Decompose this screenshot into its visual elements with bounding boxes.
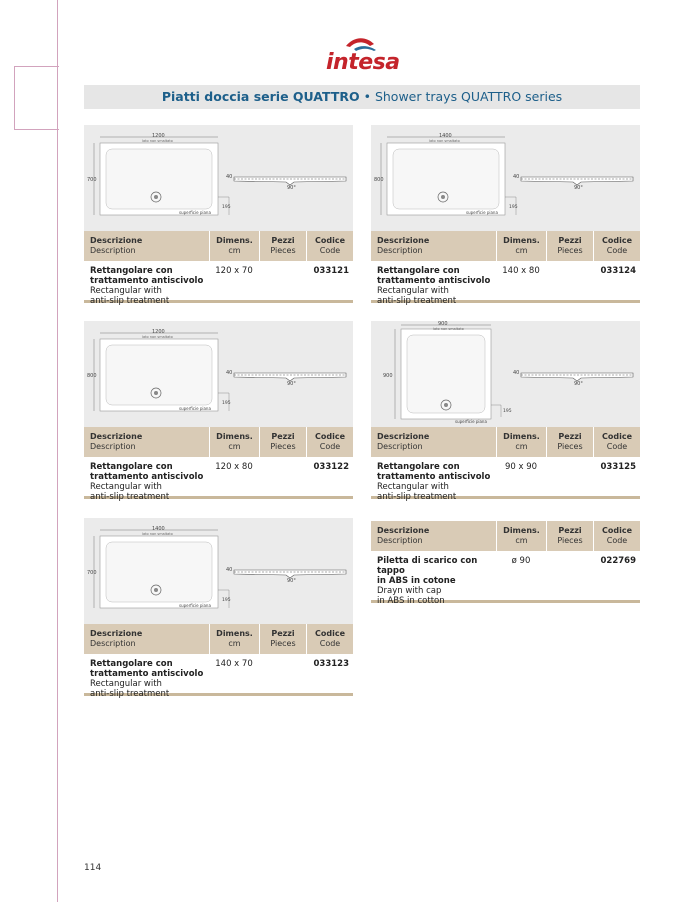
- product-code: 033123: [313, 659, 349, 669]
- header-description-en: Description: [377, 536, 423, 545]
- title-separator: •: [363, 89, 371, 104]
- header-pieces-it: Pezzi: [558, 526, 582, 535]
- drawing-surface-label: superficie piana: [455, 419, 487, 424]
- product-card: [371, 125, 640, 306]
- header-code-en: Code: [319, 639, 341, 648]
- technical-drawing: [84, 518, 353, 624]
- product-name-en-1: Rectangular with: [90, 679, 162, 689]
- product-name-it-1: Rettangolare con: [90, 462, 173, 472]
- shower-tray-drawing-icon: [84, 518, 353, 624]
- drawing-height-label: 700: [87, 177, 97, 183]
- drawing-depth-label: 40: [226, 370, 233, 376]
- header-code-en: Code: [606, 246, 628, 255]
- header-dimensions-it: Dimens.: [503, 236, 540, 245]
- page-guide-tab: [14, 66, 59, 130]
- product-card: [84, 321, 353, 502]
- product-dimensions: 140 x 80: [502, 266, 540, 276]
- product-name-en-2: anti-slip treatment: [377, 296, 457, 306]
- drawing-angle-label: 90°: [574, 185, 583, 191]
- accessory-name-en-2: in ABS in cotton: [377, 596, 445, 606]
- product-name-it-2: trattamento antiscivolo: [377, 276, 491, 286]
- table-header: [371, 231, 640, 261]
- product-pieces: [259, 659, 306, 693]
- header-dimensions-en: cm: [515, 442, 528, 451]
- product-name-it-2: trattamento antiscivolo: [90, 669, 204, 679]
- page-guide-line: [57, 0, 58, 902]
- header-description-en: Description: [90, 442, 136, 451]
- accessory-dimensions: ø 90: [511, 556, 531, 566]
- product-name-en-1: Rectangular with: [377, 482, 449, 492]
- header-description-it: Descrizione: [377, 432, 430, 441]
- header-description-it: Descrizione: [90, 236, 143, 245]
- drawing-height-label: 800: [87, 373, 97, 379]
- header-code-it: Codice: [601, 432, 632, 441]
- product-dimensions: 90 x 90: [504, 462, 538, 472]
- product-name-en-2: anti-slip treatment: [377, 492, 457, 502]
- product-name-en-2: anti-slip treatment: [90, 296, 170, 306]
- table-header: [84, 231, 353, 261]
- drawing-angle-label: 90°: [287, 578, 296, 584]
- shower-tray-drawing-icon: [371, 125, 640, 231]
- drawing-surface-label: superficie piana: [179, 210, 211, 215]
- drawing-height-label: 800: [374, 177, 384, 183]
- header-pieces-en: Pieces: [557, 246, 583, 255]
- drawing-height2-label: 195: [222, 205, 231, 210]
- drawing-note-label: lato non smaltato: [433, 327, 464, 331]
- table-header: [371, 521, 640, 551]
- product-name-it-2: trattamento antiscivolo: [90, 472, 204, 482]
- header-dimensions-it: Dimens.: [503, 432, 540, 441]
- drawing-height2-label: 195: [503, 409, 512, 414]
- table-row: [84, 261, 353, 306]
- header-dimensions-it: Dimens.: [503, 526, 540, 535]
- page-title: [84, 85, 640, 109]
- header-pieces-en: Pieces: [270, 442, 296, 451]
- table-row: [371, 457, 640, 502]
- product-name-en-1: Rectangular with: [377, 286, 449, 296]
- shower-tray-drawing-icon: [84, 321, 353, 427]
- header-pieces-it: Pezzi: [271, 432, 295, 441]
- product-dimensions: 120 x 80: [215, 462, 253, 472]
- drawing-surface-label: superficie piana: [466, 210, 498, 215]
- drawing-note-label: lato non smaltato: [142, 139, 173, 143]
- drawing-angle-label: 90°: [574, 381, 583, 387]
- product-name-it-2: trattamento antiscivolo: [90, 276, 204, 286]
- table-header: [84, 624, 353, 654]
- product-pieces: [259, 266, 306, 300]
- header-pieces-en: Pieces: [557, 442, 583, 451]
- header-dimensions-en: cm: [228, 639, 241, 648]
- product-card: [84, 125, 353, 306]
- accessory-name-en-1: Drayn with cap: [377, 586, 442, 596]
- header-description-it: Descrizione: [90, 629, 143, 638]
- drawing-depth-label: 40: [226, 567, 233, 573]
- accessory-pieces: [546, 556, 593, 600]
- header-pieces-it: Pezzi: [558, 236, 582, 245]
- table-row: [84, 457, 353, 502]
- table-header: [371, 427, 640, 457]
- accessory-code: 022769: [600, 556, 636, 566]
- page-number: 114: [84, 863, 102, 873]
- drawing-width-label: 1400: [439, 133, 452, 139]
- drawing-width-label: 1200: [152, 329, 165, 335]
- drawing-height2-label: 195: [222, 598, 231, 603]
- header-pieces-en: Pieces: [270, 246, 296, 255]
- drawing-surface-label: superficie piana: [179, 406, 211, 411]
- table-row: [84, 654, 353, 699]
- header-pieces-en: Pieces: [270, 639, 296, 648]
- product-name-en-2: anti-slip treatment: [90, 492, 170, 502]
- product-name-en-1: Rectangular with: [90, 482, 162, 492]
- product-name-it-1: Rettangolare con: [90, 266, 173, 276]
- header-description-it: Descrizione: [377, 236, 430, 245]
- header-pieces-it: Pezzi: [271, 629, 295, 638]
- header-description-en: Description: [377, 442, 423, 451]
- drawing-surface-label: superficie piana: [179, 603, 211, 608]
- shower-tray-drawing-icon: [84, 125, 353, 231]
- technical-drawing: [84, 321, 353, 427]
- product-code: 033125: [600, 462, 636, 472]
- header-pieces-it: Pezzi: [558, 432, 582, 441]
- drawing-height2-label: 195: [509, 205, 518, 210]
- product-name-it-1: Rettangolare con: [90, 659, 173, 669]
- product-card: [84, 518, 353, 699]
- product-pieces: [259, 462, 306, 496]
- drawing-angle-label: 90°: [287, 381, 296, 387]
- drawing-note-label: lato non smaltato: [142, 335, 173, 339]
- title-italian: Piatti doccia serie QUATTRO: [161, 89, 360, 104]
- logo-text: intesa: [326, 50, 400, 75]
- header-dimensions-en: cm: [515, 536, 528, 545]
- product-name-en-2: anti-slip treatment: [90, 689, 170, 699]
- drawing-note-label: lato non smaltato: [142, 532, 173, 536]
- product-pieces: [546, 266, 593, 300]
- header-code-it: Codice: [314, 236, 345, 245]
- technical-drawing: [371, 321, 640, 427]
- product-code: 033121: [313, 266, 349, 276]
- drawing-width-label: 1400: [152, 526, 165, 532]
- technical-drawing: [84, 125, 353, 231]
- header-code-en: Code: [319, 246, 341, 255]
- product-dimensions: 120 x 70: [215, 266, 253, 276]
- header-dimensions-en: cm: [515, 246, 528, 255]
- header-pieces-it: Pezzi: [271, 236, 295, 245]
- intesa-logo: [318, 34, 408, 82]
- drawing-depth-label: 40: [226, 174, 233, 180]
- product-card: [371, 321, 640, 502]
- header-code-it: Codice: [601, 526, 632, 535]
- accessory-card: [371, 521, 640, 606]
- accessory-name-it-2: in ABS in cotone: [377, 576, 456, 586]
- drawing-height-label: 700: [87, 570, 97, 576]
- product-name-it-1: Rettangolare con: [377, 266, 460, 276]
- drawing-angle-label: 90°: [287, 185, 296, 191]
- header-description-en: Description: [90, 246, 136, 255]
- header-code-it: Codice: [314, 629, 345, 638]
- product-code: 033122: [313, 462, 349, 472]
- drawing-depth-label: 40: [513, 370, 520, 376]
- header-pieces-en: Pieces: [557, 536, 583, 545]
- header-description-en: Description: [377, 246, 423, 255]
- product-dimensions: 140 x 70: [215, 659, 253, 669]
- header-code-en: Code: [319, 442, 341, 451]
- drawing-width-label: 900: [438, 321, 448, 327]
- table-header: [84, 427, 353, 457]
- header-dimensions-it: Dimens.: [216, 629, 253, 638]
- header-dimensions-en: cm: [228, 442, 241, 451]
- product-name-it-2: trattamento antiscivolo: [377, 472, 491, 482]
- product-name-it-1: Rettangolare con: [377, 462, 460, 472]
- product-pieces: [546, 462, 593, 496]
- product-code: 033124: [600, 266, 636, 276]
- accessory-name-it-1: Piletta di scarico con tappo: [377, 556, 478, 576]
- header-code-en: Code: [606, 442, 628, 451]
- header-code-it: Codice: [314, 432, 345, 441]
- drawing-depth-label: 40: [513, 174, 520, 180]
- product-name-en-1: Rectangular with: [90, 286, 162, 296]
- header-description-it: Descrizione: [90, 432, 143, 441]
- drawing-note-label: lato non smaltato: [429, 139, 460, 143]
- header-dimensions-en: cm: [228, 246, 241, 255]
- header-dimensions-it: Dimens.: [216, 236, 253, 245]
- header-description-it: Descrizione: [377, 526, 430, 535]
- header-description-en: Description: [90, 639, 136, 648]
- drawing-height-label: 900: [383, 373, 393, 379]
- title-english: Shower trays QUATTRO series: [374, 89, 563, 104]
- table-row: [371, 261, 640, 306]
- drawing-width-label: 1200: [152, 133, 165, 139]
- header-dimensions-it: Dimens.: [216, 432, 253, 441]
- header-code-en: Code: [606, 536, 628, 545]
- table-row: [371, 551, 640, 606]
- technical-drawing: [371, 125, 640, 231]
- drawing-height2-label: 195: [222, 401, 231, 406]
- header-code-it: Codice: [601, 236, 632, 245]
